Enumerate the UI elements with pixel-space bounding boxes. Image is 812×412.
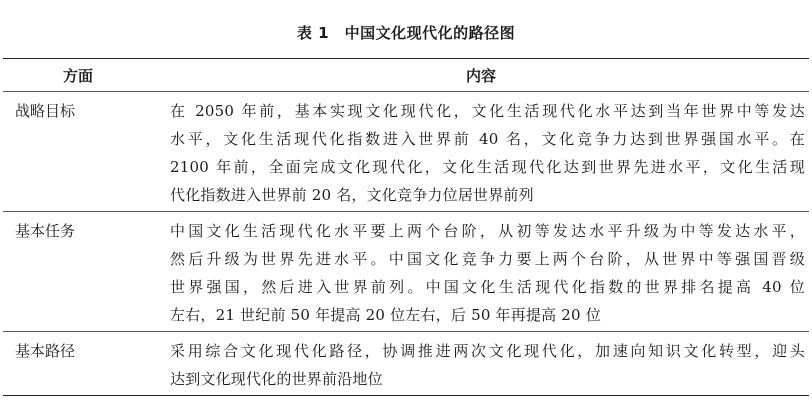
header-aspect: 方面 xyxy=(62,66,93,85)
row-aspect-label: 战略目标 xyxy=(15,102,76,120)
content-line: 达到文化现代化的世界前沿地位 xyxy=(170,370,383,388)
row-content xyxy=(153,92,809,211)
content-line: 世界强国，然后进入世界前列。中国文化生活现代化指数的世界排名提高 40 位 xyxy=(170,278,805,296)
content-line: 2100 年前，全面完成文化现代化，文化生活现代化达到世界先进水平，文化生活现 xyxy=(170,158,805,176)
content-line: 水平，文化生活现代化指数进入世界前 40 名，文化竞争力达到世界强国水平。在 xyxy=(170,130,805,148)
row-aspect-label: 基本任务 xyxy=(15,222,76,240)
content-line: 采用综合文化现代化路径，协调推进两次文化现代化，加速向知识文化转型，迎头 xyxy=(170,342,805,360)
content-line: 左右，21 世纪前 50 年提高 20 位左右，后 50 年再提高 20 位 xyxy=(170,306,601,324)
table-row-basic-tasks xyxy=(3,212,809,331)
content-line: 代化指数进入世界前 20 名，文化竞争力位居世界前列 xyxy=(170,186,534,204)
row-content xyxy=(153,212,809,331)
table-row-strategic-goal xyxy=(3,92,809,211)
table-header-row xyxy=(3,59,809,91)
table-bottom-rule xyxy=(3,395,809,396)
table-caption: 表 1 中国文化现代化的路径图 xyxy=(296,24,516,42)
row-content xyxy=(153,332,809,395)
path-table xyxy=(3,58,809,396)
content-line: 中国文化生活现代化水平要上两个台阶，从初等发达水平升级为中等发达水平， xyxy=(170,222,805,240)
content-line: 然后升级为世界先进水平。中国文化竞争力要上两个台阶，从世界中等强国晋级 xyxy=(170,250,805,268)
table-row-basic-path xyxy=(3,332,809,395)
row-aspect-label: 基本路径 xyxy=(15,342,76,360)
content-line: 在 2050 年前，基本实现文化现代化，文化生活现代化水平达到当年世界中等发达 xyxy=(170,102,805,120)
header-content: 内容 xyxy=(465,66,496,85)
